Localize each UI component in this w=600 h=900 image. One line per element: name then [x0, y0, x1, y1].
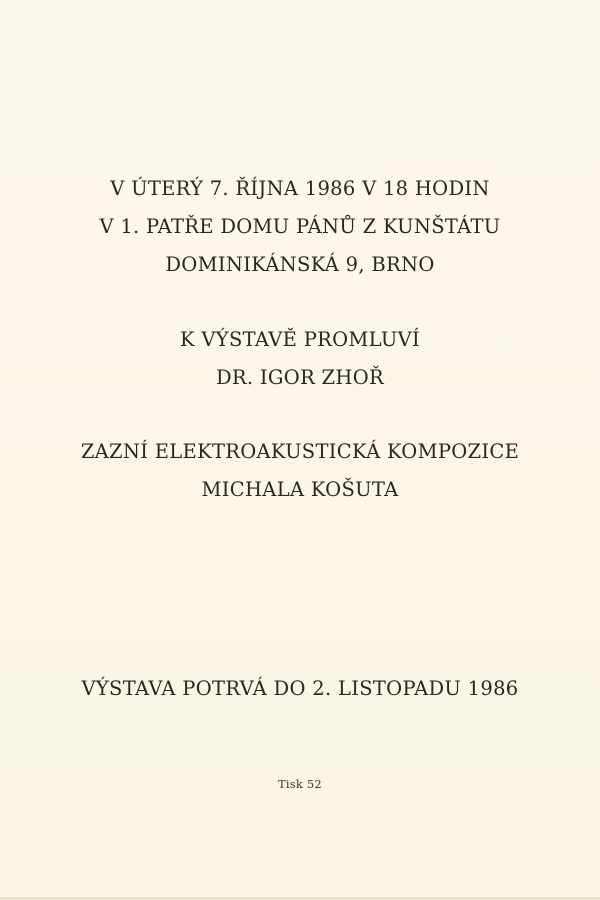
composition-line: ZAZNÍ ELEKTROAKUSTICKÁ KOMPOZICE: [80, 440, 520, 463]
composer-name-line: MICHALA KOŠUTA: [201, 478, 399, 501]
event-venue-line: V 1. PATŘE DOMU PÁNŮ Z KUNŠTÁTU: [99, 215, 501, 238]
speaker-name-line: DR. IGOR ZHOŘ: [216, 366, 384, 389]
exhibition-duration-line: VÝSTAVA POTRVÁ DO 2. LISTOPADU 1986: [81, 677, 519, 700]
print-number: Tisk 52: [278, 777, 322, 791]
speaker-intro-line: K VÝSTAVĚ PROMLUVÍ: [180, 328, 420, 351]
event-datetime-line: V ÚTERÝ 7. ŘÍJNA 1986 V 18 HODIN: [110, 177, 490, 200]
event-address-line: DOMINIKÁNSKÁ 9, BRNO: [165, 253, 435, 276]
